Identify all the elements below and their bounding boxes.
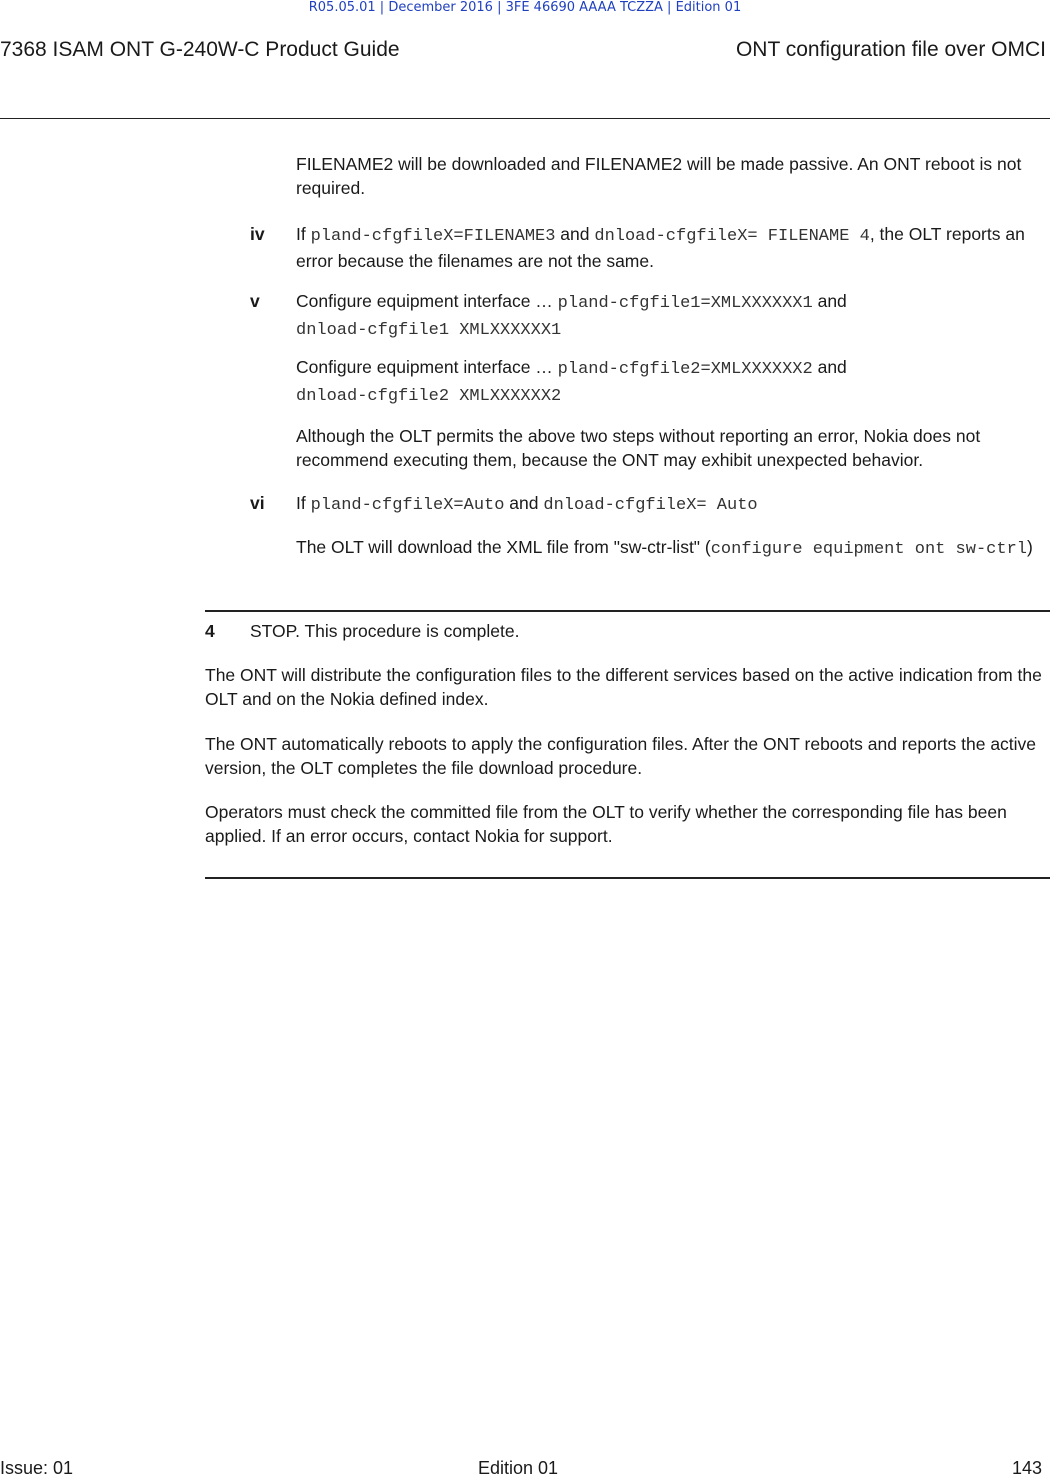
- document-stamp: R05.05.01 | December 2016 | 3FE 46690 AAAA TCZZA | Edition 01: [308, 0, 742, 15]
- procedure-end-rule: [205, 877, 1050, 879]
- item-v-warning: Although the OLT permits the above two steps without reporting an error, Nokia does not recommend executing them, because the ONT may exhibit unexpected behavior.: [296, 426, 981, 470]
- paragraph-distribution: The ONT will distribute the configuration files to the different services based on the active indication from the OLT and on the Nokia defined index.: [205, 665, 1042, 709]
- item-v-step2: Configure equipment interface … pland-cfgfile2=XMLXXXXXX2 and dnload-cfgfile2 XMLXXXXXX2: [296, 357, 847, 406]
- code-snippet: dnload-cfgfile2 XMLXXXXXX2: [296, 387, 562, 406]
- header-rule: [0, 118, 1050, 119]
- step-4-number: 4: [205, 621, 215, 641]
- step-4-text: STOP. This procedure is complete.: [250, 621, 520, 641]
- code-snippet: pland-cfgfileX=FILENAME3: [310, 227, 556, 246]
- header-product-title: 7368 ISAM ONT G-240W-C Product Guide: [0, 38, 400, 61]
- footer-issue: Issue: 01: [0, 1458, 74, 1478]
- code-snippet: pland-cfgfile1=XMLXXXXXX1: [557, 294, 813, 313]
- header-section-title: ONT configuration file over OMCI: [735, 38, 1046, 61]
- item-v-step1: Configure equipment interface … pland-cfgfile1=XMLXXXXXX1 and dnload-cfgfile1 XMLXXXXXX1: [296, 291, 847, 340]
- paragraph-reboot: The ONT automatically reboots to apply the configuration files. After the ONT reboots and reports the active version, the OLT completes the file download procedure.: [205, 734, 1037, 778]
- paragraph-operators: Operators must check the committed file from the OLT to verify whether the corresponding file has been applied. If an error occurs, contact Nokia for support.: [205, 802, 1007, 846]
- footer-page-number: 143: [1011, 1458, 1042, 1478]
- item-iv-text: If pland-cfgfileX=FILENAME3 and dnload-cfgfileX= FILENAME 4, the OLT reports an error because the filenames are not the same.: [296, 224, 1025, 271]
- footer-edition: Edition 01: [478, 1458, 559, 1478]
- code-snippet: configure equipment ont sw-ctrl: [710, 540, 1027, 559]
- code-snippet: dnload-cfgfileX= FILENAME 4: [594, 227, 870, 246]
- code-snippet: dnload-cfgfileX= Auto: [543, 496, 758, 515]
- intro-paragraph: FILENAME2 will be downloaded and FILENAME2 will be made passive. An ONT reboot is not required.: [296, 154, 1022, 198]
- code-snippet: pland-cfgfileX=Auto: [310, 496, 505, 515]
- item-vi-detail: The OLT will download the XML file from "sw-ctr-list" (configure equipment ont sw-ctrl): [296, 537, 1033, 559]
- code-snippet: pland-cfgfile2=XMLXXXXXX2: [557, 360, 813, 379]
- step-rule: [205, 610, 1050, 612]
- item-vi-label: vi: [250, 493, 265, 513]
- code-snippet: dnload-cfgfile1 XMLXXXXXX1: [296, 321, 562, 340]
- item-v-label: v: [250, 291, 260, 311]
- item-iv-label: iv: [250, 224, 265, 244]
- item-vi-text: If pland-cfgfileX=Auto and dnload-cfgfileX= Auto: [296, 493, 758, 515]
